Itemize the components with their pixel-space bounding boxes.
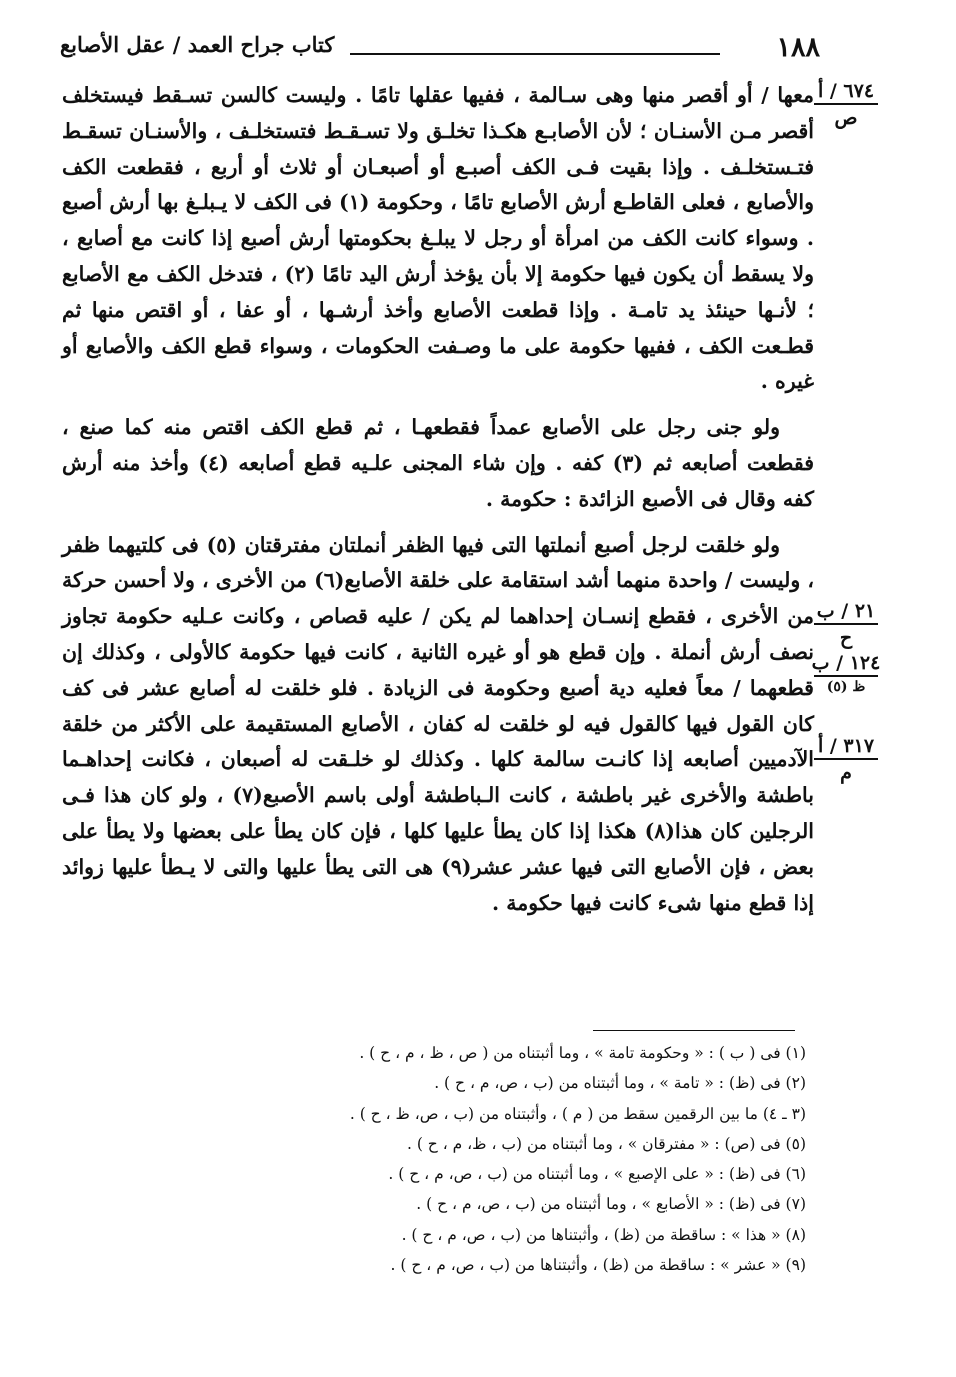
footnote-separator (593, 1030, 795, 1031)
footnote: (٦) فى (ظ) : « على الإصبع » ، وما أثبتناه من (ب ، ص، م ، ح ) . (388, 1165, 806, 1184)
running-title: كتاب جراح العمد / عقل الأصابع (60, 32, 335, 57)
footnotes (246, 1038, 806, 1280)
footnote: (٢) فى (ظ) : « تامة » ، وما أثبتناه من (ب ، ص، م ، ح ) . (434, 1074, 806, 1093)
header-rule (350, 53, 720, 55)
margin-note-ref: ٢١ / ب (816, 600, 876, 622)
margin-note-manuscript: م (814, 758, 878, 784)
margin-note-ref: ١٢٤ / ب (811, 652, 881, 674)
margin-note-manuscript: ح (814, 623, 878, 649)
main-text (62, 78, 814, 931)
margin-note (808, 652, 884, 695)
margin-note-manuscript: ص (814, 103, 878, 129)
footnote: (٥) فى (ص) : « مفترقان » ، وما أثبتناه من (ب ، ظ، م ، ح ) . (406, 1134, 806, 1153)
margin-note-ref: ٣١٧ / أ (817, 735, 875, 757)
page-number: ١٨٨ (776, 32, 820, 63)
margin-note (808, 80, 884, 129)
paragraph: ولو جنى رجل على الأصابع عمداً فقطعهـا ، ثم قطع الكف اقتص منه كما صنع ، فقطعت أصابعه ثم (٣) كفه . وإن شاء المجنى علـيه قطع أصابعه (٤) وأخذ منه أرش كفه وقال فى الأصبع الزائدة : حكومة . (62, 415, 815, 511)
footnote: (٣ ـ ٤) ما بين الرقمين سقط من ( م ) ، وأثبتناه من (ب ، ص، ظ ، ح ) . (349, 1104, 806, 1123)
footnote: (٩) « عشر » : ساقطة من (ظ) ، وأثبتناها من (ب ، ص، م ، ح ) . (390, 1256, 806, 1275)
margin-note-manuscript: ظ (٥) (814, 675, 878, 695)
margin-note-ref: ٦٧٤ / أ (817, 80, 875, 102)
margin-note (808, 735, 884, 784)
page-header (60, 28, 820, 68)
footnote: (٧) فى (ظ) : « الأصابع » ، وما أثبتناه من (ب ، ص، م ، ح ) . (416, 1195, 806, 1214)
paragraph: معها / أو أقصر منها وهى سـالمة ، ففيها عقلها تامًا . وليست كالسن تسـقط فيستخلف أقصر مـن الأسنـان ؛ لأن الأصابـع هكـذا تخلـق ولا تسـقـط فتستخلـف ، والأسنـان تسقـط فتـستخلـف . وإذا بقيت فـى الكف أصبـع أو أصبعـان أو ثلاث أو أربع ، فقطعت الكف والأصابع ، فعلى القاطـع أرش الأصابع تامًا ، وحكومة (١) فى الكف لا يـبلـغ بها أرش أصبع . وسواء كانت الكف من امرأة أو رجل لا يبلـغ بحكومتها أرش أصبع إذا كانت مع أصابع ، ولا يسقط أن يكون فيها حكومة إلا بأن يؤخذ أرش اليد تامًا (٢) ، فتدخل الكف مع الأصابع ؛ لأنـها حينئذ يد تامـة . وإذا قطعت الأصابع وأخذ أرشـها ، أو عفا ، أو اقتص منها ثم قطـعت الكف ، ففيها حكومة على ما وصـفت الحكومات ، وسواء قطع الكف والأصابع أو غيره . (62, 83, 815, 394)
margin-note (808, 600, 884, 649)
paragraph: ولو خلقت لرجل أصبع أنملتها التى فيها الظفر أنملتان مفترقتان (٥) فى كلتيهما ظفر ، وليست / واحدة منهما أشد استقامة على خلقة الأصابع(٦) من الأخرى ، ولا أحسن حركة من الأخرى ، فقطع إنسـان إحداهما لم يكن / عليه قصاص ، وكانت عـليه حكومة تجاوز نصف أرش أنملة . وإن قطع هو أو غيره الثانية ، كانت فيها حكومة كالأولى ، وكذلك إن قطعهما / معاً فعليه دية أصبع وحكومة فى الزيادة . فلو خلقت له أصابع عشر فى كف كان القول فيها كالقول فيه لو خلقت له كفان ، الأصابع المستقيمة على الأكثر من خلقة الآدميين أصابعه إذا كانـت سالمة كلها . وكذلك لو خلـقت له أصبعان ، فكانت إحداهـما باطشة والأخرى غير باطشة ، كانت الـباطشة أولى باسم الأصبع(٧) ، ولو كان هذا فـى الرجلين كان هذا(٨) هكذا إذا كان يطأ عليها كلها ، فإن كان يطأ على بعضها ولا يطأ على بعض ، فإن الأصابع التى فيها عشر عشر(٩) هى التى يطأ عليها والتى لا يـطأ عليها زوائد إذا قطع منها شىء كانت فيها حكومة . (62, 532, 815, 915)
footnote: (٨) « هذا » : ساقطة من (ظ) ، وأثبتناها من (ب ، ص، م ، ح ) . (401, 1225, 806, 1244)
footnote: (١) فى ( ب ) : « وحكومة تامة » ، وما أثبتناه من ( ص ، ظ ، م ، ح ) . (359, 1044, 806, 1062)
